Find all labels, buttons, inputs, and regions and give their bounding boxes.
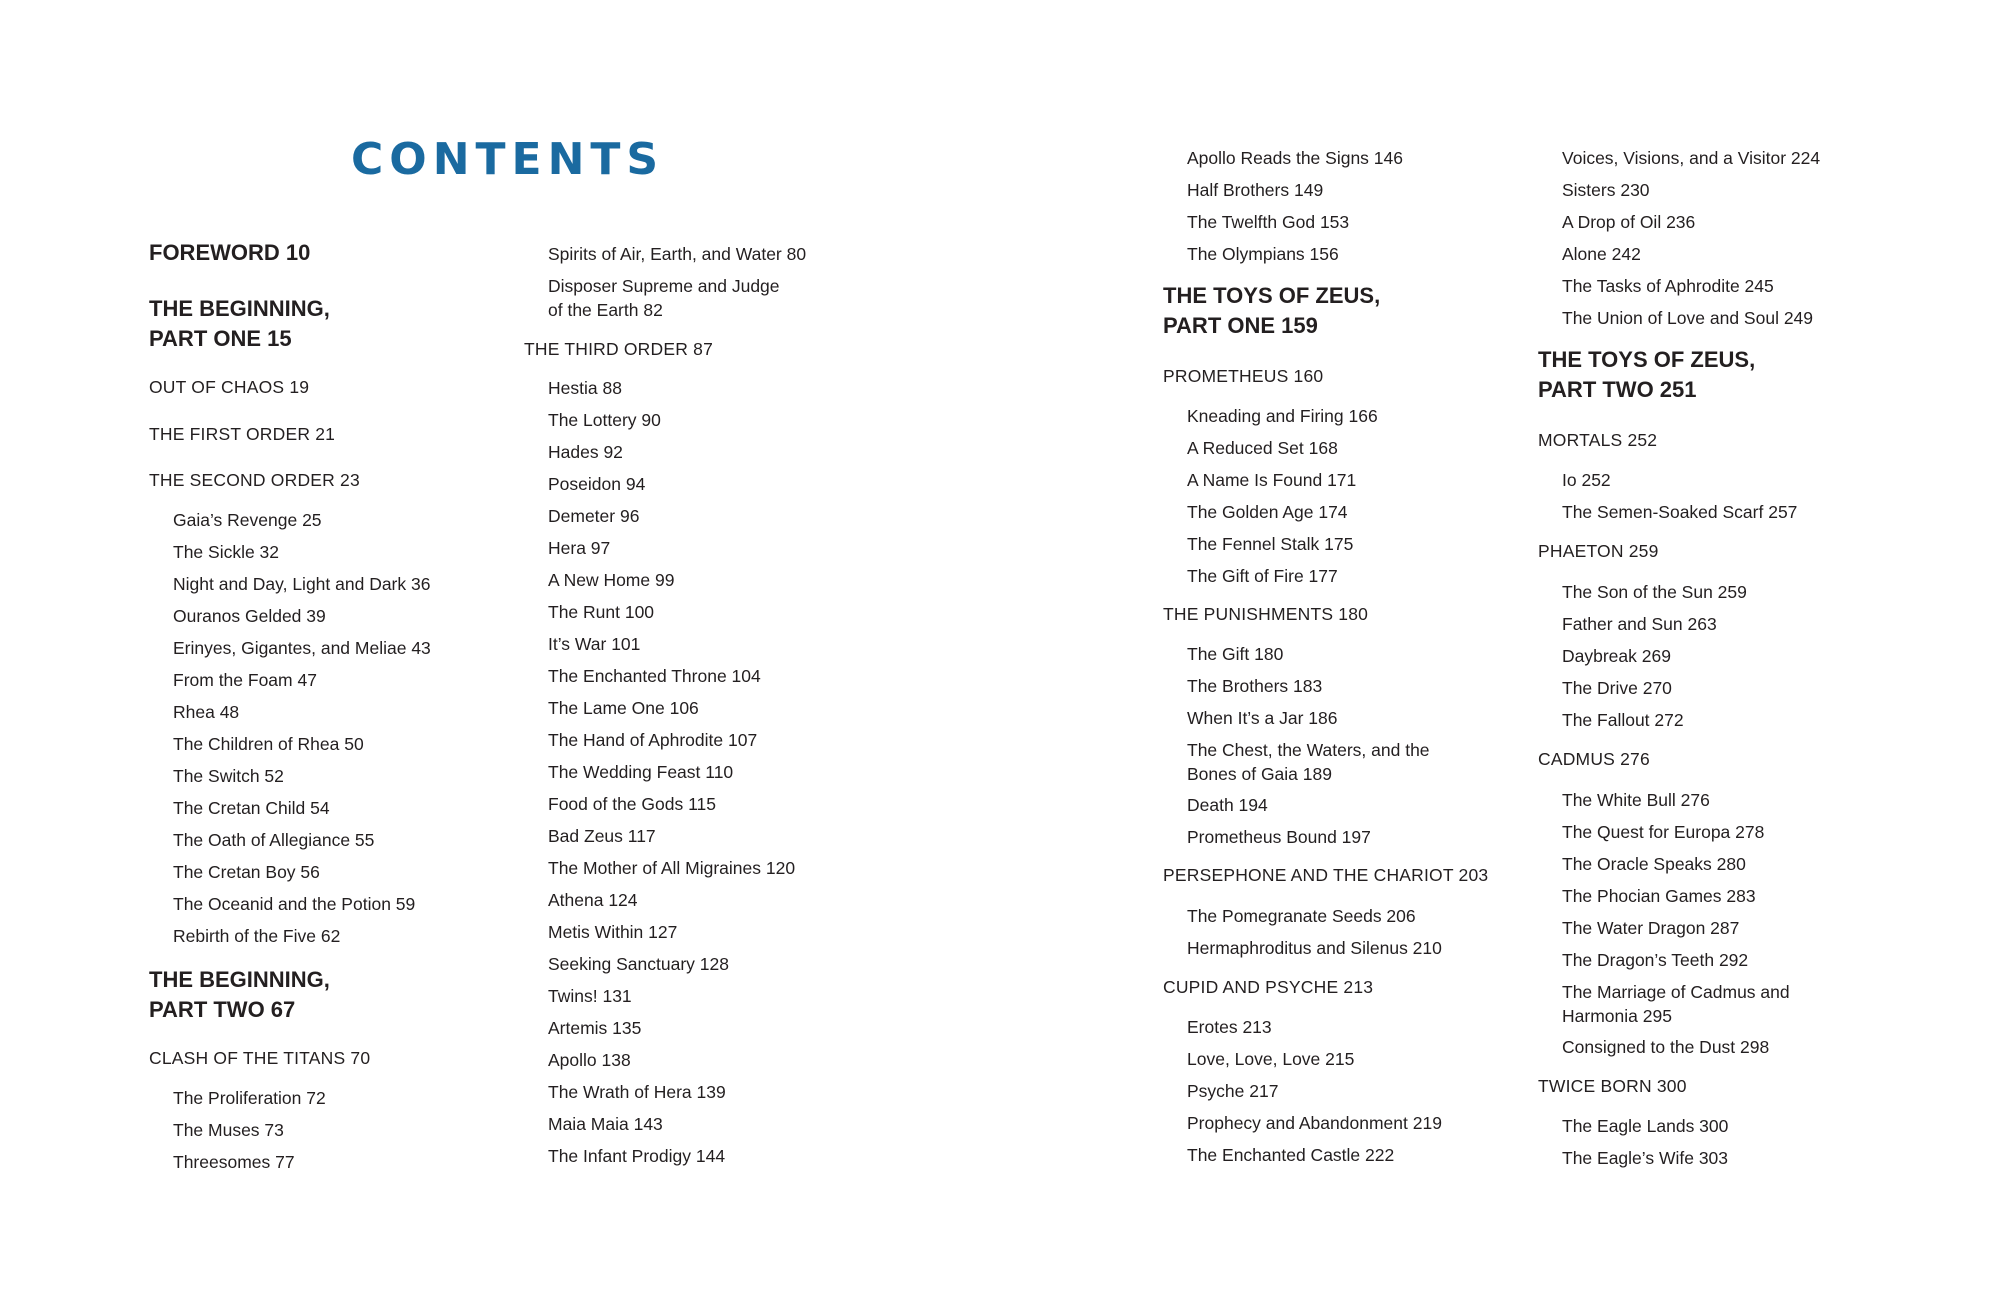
toc-entry: [548, 792, 716, 816]
toc-entry: [1187, 1079, 1278, 1103]
entry-line: The Wedding Feast 110: [548, 762, 734, 782]
chapter-heading: [524, 337, 713, 361]
entry-line: The Mother of All Migraines 120: [548, 858, 796, 878]
toc-entry: [548, 504, 639, 528]
entry-line: The Olympians 156: [1187, 244, 1339, 264]
entry-line: Maia Maia 143: [548, 1114, 663, 1134]
toc-entry: [1187, 178, 1323, 202]
entry-line: The Brothers 183: [1187, 676, 1323, 696]
toc-entry: [1562, 788, 1710, 812]
toc-entry: [548, 472, 645, 496]
entry-line: The Enchanted Castle 222: [1187, 1145, 1395, 1165]
entry-line: The Gift 180: [1187, 644, 1284, 664]
toc-entry: [1562, 676, 1672, 700]
toc-entry: [548, 408, 661, 432]
toc-entry: [1562, 1114, 1728, 1138]
toc-entry: [548, 600, 654, 624]
entry-line: The Oath of Allegiance 55: [173, 830, 375, 850]
entry-line: PHAETON 259: [1538, 541, 1659, 561]
entry-line: CLASH OF THE TITANS 70: [149, 1048, 371, 1068]
toc-entry: [1562, 884, 1756, 908]
toc-entry: [1562, 1146, 1728, 1170]
toc-entry: [548, 568, 674, 592]
toc-entry: [548, 984, 632, 1008]
entry-line: The Golden Age 174: [1187, 502, 1348, 522]
chapter-heading: [1538, 1074, 1687, 1098]
toc-entry: [1187, 1111, 1442, 1135]
entry-line: Bad Zeus 117: [548, 826, 656, 846]
entry-line: The Dragon’s Teeth 292: [1562, 950, 1749, 970]
toc-entry: [1562, 708, 1684, 732]
chapter-heading: [1163, 364, 1323, 388]
toc-entry: [1187, 146, 1403, 170]
entry-line: Prophecy and Abandonment 219: [1187, 1113, 1442, 1133]
toc-entry: [1187, 793, 1268, 817]
part-heading: [149, 965, 330, 1025]
entry-line: Spirits of Air, Earth, and Water 80: [548, 244, 807, 264]
entry-line: The Runt 100: [548, 602, 655, 622]
entry-line: Erinyes, Gigantes, and Meliae 43: [173, 638, 431, 658]
toc-entry: [173, 764, 284, 788]
entry-line: Kneading and Firing 166: [1187, 406, 1378, 426]
entry-line: The Enchanted Throne 104: [548, 666, 761, 686]
toc-entry: [1187, 210, 1349, 234]
toc-entry: [1187, 674, 1322, 698]
toc-entry: [1562, 500, 1797, 524]
entry-line: Voices, Visions, and a Visitor 224: [1562, 148, 1821, 168]
toc-entry: [548, 632, 640, 656]
entry-line: The Drive 270: [1562, 678, 1672, 698]
entry-line: The Twelfth God 153: [1187, 212, 1350, 232]
entry-line: OUT OF CHAOS 19: [149, 377, 310, 397]
toc-entry: [1562, 274, 1774, 298]
toc-entry: [173, 508, 322, 532]
entry-line: Seeking Sanctuary 128: [548, 954, 729, 974]
entry-line: Io 252: [1562, 470, 1611, 490]
toc-entry: [548, 536, 610, 560]
toc-entry: [548, 888, 638, 912]
toc-entry: [548, 1144, 725, 1168]
toc-entry: [1187, 564, 1338, 588]
entry-line: Demeter 96: [548, 506, 640, 526]
toc-entry: [548, 1048, 631, 1072]
entry-line: The Proliferation 72: [173, 1088, 326, 1108]
entry-line: Rebirth of the Five 62: [173, 926, 341, 946]
entry-line: The Hand of Aphrodite 107: [548, 730, 758, 750]
toc-entry: [548, 920, 677, 944]
entry-line: THE PUNISHMENTS 180: [1163, 604, 1369, 624]
entry-line: Harmonia 295: [1562, 1006, 1672, 1026]
chapter-heading: [1538, 539, 1659, 563]
entry-line: The Wrath of Hera 139: [548, 1082, 726, 1102]
toc-entry: [548, 760, 733, 784]
chapter-heading: [1163, 602, 1368, 626]
entry-line: A New Home 99: [548, 570, 675, 590]
toc-entry: [173, 1150, 295, 1174]
entry-line: Prometheus Bound 197: [1187, 827, 1371, 847]
entry-line: THE THIRD ORDER 87: [524, 339, 713, 359]
entry-line: THE BEGINNING,: [149, 967, 330, 992]
toc-entry: [548, 824, 656, 848]
entry-line: Erotes 213: [1187, 1017, 1272, 1037]
entry-line: Athena 124: [548, 890, 638, 910]
entry-line: TWICE BORN 300: [1538, 1076, 1687, 1096]
toc-entry: [1187, 642, 1283, 666]
entry-line: Artemis 135: [548, 1018, 642, 1038]
entry-line: The Marriage of Cadmus and: [1562, 982, 1790, 1002]
entry-line: The Pomegranate Seeds 206: [1187, 906, 1416, 926]
entry-line: Food of the Gods 115: [548, 794, 716, 814]
toc-entry: [1562, 916, 1739, 940]
entry-line: PROMETHEUS 160: [1163, 366, 1324, 386]
entry-line: Metis Within 127: [548, 922, 678, 942]
toc-entry: [548, 274, 780, 322]
entry-line: The Chest, the Waters, and the: [1187, 740, 1430, 760]
toc-entry: [1562, 948, 1748, 972]
entry-line: Disposer Supreme and Judge: [548, 276, 780, 296]
toc-entry: [1562, 306, 1813, 330]
entry-line: Love, Love, Love 215: [1187, 1049, 1355, 1069]
entry-line: The Switch 52: [173, 766, 284, 786]
entry-line: The Semen-Soaked Scarf 257: [1562, 502, 1798, 522]
entry-line: Half Brothers 149: [1187, 180, 1324, 200]
toc-entry: [1562, 210, 1695, 234]
toc-entry: [1187, 404, 1378, 428]
toc-entry: [173, 668, 317, 692]
entry-line: THE TOYS OF ZEUS,: [1538, 347, 1756, 372]
part-heading: [149, 294, 330, 354]
toc-entry: [173, 892, 415, 916]
chapter-heading: [149, 422, 335, 446]
entry-line: Hera 97: [548, 538, 611, 558]
toc-entry: [1562, 852, 1746, 876]
entry-line: The Eagle Lands 300: [1562, 1116, 1729, 1136]
entry-line: Daybreak 269: [1562, 646, 1671, 666]
entry-line: The Fallout 272: [1562, 710, 1684, 730]
entry-line: PART ONE 159: [1163, 313, 1318, 338]
entry-line: Alone 242: [1562, 244, 1641, 264]
toc-entry: [1562, 468, 1611, 492]
toc-entry: [1187, 1047, 1354, 1071]
toc-entry: [1187, 1015, 1272, 1039]
entry-line: The Oracle Speaks 280: [1562, 854, 1746, 874]
toc-entry: [1187, 904, 1416, 928]
entry-line: Ouranos Gelded 39: [173, 606, 326, 626]
entry-line: The Oceanid and the Potion 59: [173, 894, 416, 914]
toc-entry: [1187, 936, 1442, 960]
entry-line: THE TOYS OF ZEUS,: [1163, 283, 1381, 308]
entry-line: Bones of Gaia 189: [1187, 764, 1332, 784]
entry-line: Apollo Reads the Signs 146: [1187, 148, 1403, 168]
chapter-heading: [149, 1046, 370, 1070]
toc-entry: [1562, 980, 1790, 1028]
entry-line: Father and Sun 263: [1562, 614, 1717, 634]
entry-line: Sisters 230: [1562, 180, 1650, 200]
toc-entry: [1187, 1143, 1394, 1167]
entry-line: The Cretan Boy 56: [173, 862, 320, 882]
toc-entry: [1562, 644, 1671, 668]
entry-line: PERSEPHONE AND THE CHARIOT 203: [1163, 865, 1489, 885]
entry-line: Hermaphroditus and Silenus 210: [1187, 938, 1442, 958]
toc-entry: [173, 1118, 284, 1142]
entry-line: THE SECOND ORDER 23: [149, 470, 360, 490]
toc-entry: [173, 732, 364, 756]
toc-entry: [1187, 532, 1353, 556]
entry-line: PART ONE 15: [149, 326, 292, 351]
entry-line: MORTALS 252: [1538, 430, 1658, 450]
entry-line: The Water Dragon 287: [1562, 918, 1740, 938]
entry-line: The Fennel Stalk 175: [1187, 534, 1354, 554]
toc-entry: [1562, 820, 1764, 844]
entry-line: Hades 92: [548, 442, 623, 462]
toc-entry: [548, 1016, 641, 1040]
toc-entry: [173, 828, 374, 852]
chapter-heading: [149, 468, 360, 492]
entry-line: Consigned to the Dust 298: [1562, 1037, 1770, 1057]
toc-entry: [173, 796, 330, 820]
toc-entry: [1187, 500, 1348, 524]
toc-entry: [548, 728, 757, 752]
toc-entry: [1562, 580, 1747, 604]
entry-line: A Reduced Set 168: [1187, 438, 1338, 458]
entry-line: The Gift of Fire 177: [1187, 566, 1338, 586]
entry-line: THE BEGINNING,: [149, 296, 330, 321]
entry-line: A Name Is Found 171: [1187, 470, 1357, 490]
entry-line: A Drop of Oil 236: [1562, 212, 1696, 232]
chapter-heading: [149, 375, 309, 399]
chapter-heading: [1163, 863, 1488, 887]
entry-line: The Children of Rhea 50: [173, 734, 364, 754]
toc-entry: [1187, 825, 1371, 849]
toc-entry: [1562, 146, 1820, 170]
entry-line: The Muses 73: [173, 1120, 284, 1140]
entry-line: The Sickle 32: [173, 542, 280, 562]
part-heading: [1163, 281, 1380, 341]
entry-line: FOREWORD 10: [149, 240, 311, 265]
toc-entry: [173, 604, 326, 628]
toc-entry: [1187, 468, 1356, 492]
toc-entry: [548, 856, 795, 880]
toc-entry: [548, 696, 699, 720]
toc-entry: [548, 440, 623, 464]
entry-line: Threesomes 77: [173, 1152, 295, 1172]
entry-line: of the Earth 82: [548, 300, 663, 320]
toc-entry: [173, 636, 431, 660]
entry-line: PART TWO 251: [1538, 377, 1697, 402]
entry-line: Rhea 48: [173, 702, 240, 722]
entry-line: The Son of the Sun 259: [1562, 582, 1747, 602]
entry-line: Night and Day, Light and Dark 36: [173, 574, 431, 594]
entry-line: Death 194: [1187, 795, 1268, 815]
entry-line: Psyche 217: [1187, 1081, 1279, 1101]
entry-line: PART TWO 67: [149, 997, 296, 1022]
toc-entry: [173, 924, 340, 948]
entry-line: The Lottery 90: [548, 410, 661, 430]
entry-line: Poseidon 94: [548, 474, 646, 494]
toc-entry: [1562, 178, 1650, 202]
entry-line: It’s War 101: [548, 634, 641, 654]
entry-line: The Tasks of Aphrodite 245: [1562, 276, 1774, 296]
toc-entry: [1562, 612, 1717, 636]
toc-entry: [548, 952, 729, 976]
toc-entry: [173, 700, 239, 724]
toc-entry: [1187, 242, 1339, 266]
toc-entry: [548, 242, 806, 266]
entry-line: When It’s a Jar 186: [1187, 708, 1338, 728]
chapter-heading: [1538, 747, 1650, 771]
entry-line: The Eagle’s Wife 303: [1562, 1148, 1729, 1168]
toc-entry: [1187, 436, 1338, 460]
entry-line: Hestia 88: [548, 378, 622, 398]
toc-entry: [1562, 242, 1641, 266]
toc-entry: [173, 572, 430, 596]
chapter-heading: [1538, 428, 1657, 452]
entry-line: The Quest for Europa 278: [1562, 822, 1765, 842]
part-heading: [149, 238, 310, 268]
entry-line: The Cretan Child 54: [173, 798, 330, 818]
entry-line: CADMUS 276: [1538, 749, 1650, 769]
entry-line: THE FIRST ORDER 21: [149, 424, 336, 444]
chapter-heading: [1163, 975, 1373, 999]
toc-entry: [548, 1112, 663, 1136]
toc-entry: [173, 860, 320, 884]
entry-line: Twins! 131: [548, 986, 632, 1006]
toc-entry: [1187, 706, 1337, 730]
toc-entry: [173, 540, 279, 564]
entry-line: Gaia’s Revenge 25: [173, 510, 322, 530]
toc-entry: [548, 376, 622, 400]
toc-entry: [173, 1086, 326, 1110]
part-heading: [1538, 345, 1755, 405]
entry-line: CUPID AND PSYCHE 213: [1163, 977, 1374, 997]
toc-entry: [548, 1080, 726, 1104]
entry-line: The Union of Love and Soul 249: [1562, 308, 1814, 328]
entry-line: The Lame One 106: [548, 698, 699, 718]
entry-line: The Infant Prodigy 144: [548, 1146, 726, 1166]
toc-entry: [1562, 1035, 1769, 1059]
entry-line: The White Bull 276: [1562, 790, 1710, 810]
page-title: CONTENTS: [351, 134, 665, 185]
toc-entry: [548, 664, 761, 688]
entry-line: Apollo 138: [548, 1050, 631, 1070]
entry-line: The Phocian Games 283: [1562, 886, 1756, 906]
entry-line: From the Foam 47: [173, 670, 317, 690]
toc-entry: [1187, 738, 1430, 786]
